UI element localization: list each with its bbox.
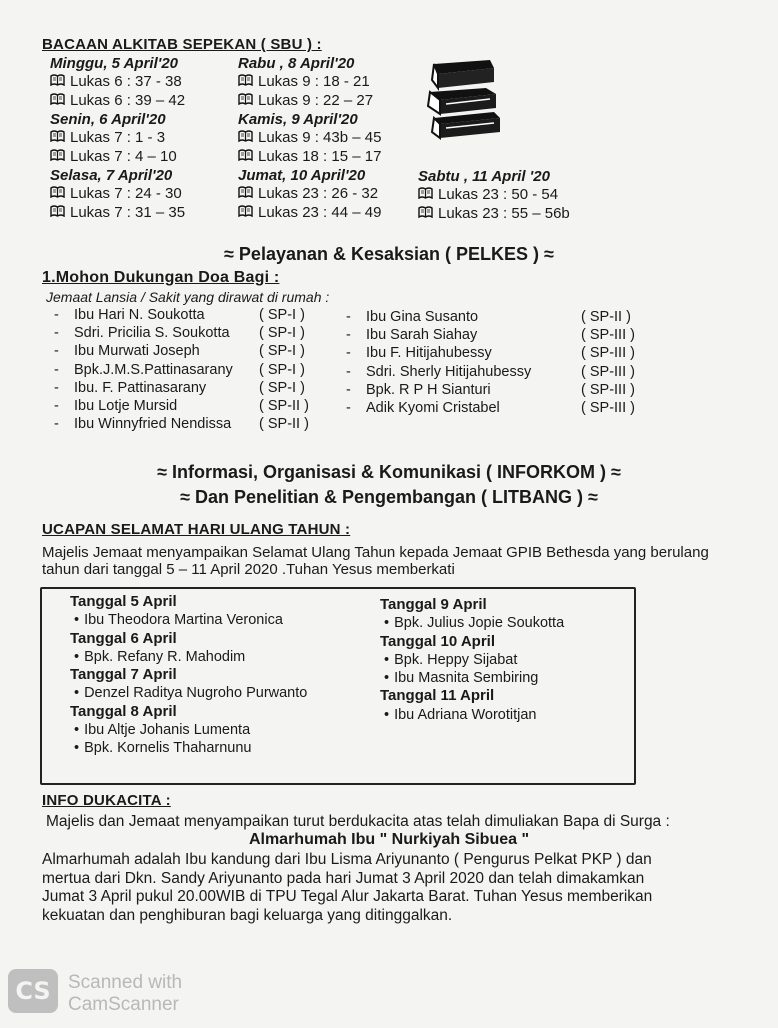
birthday-name-row	[380, 706, 564, 724]
member-name: Sdri. Sherly Hitijahubessy	[366, 363, 532, 380]
member-name: Sdri. Pricilia S. Soukotta	[74, 325, 230, 342]
dash-bullet: -	[346, 400, 351, 417]
reading-row	[238, 92, 381, 111]
member-name: Bpk. R P H Sianturi	[366, 381, 491, 398]
prayer-list-item	[44, 379, 309, 397]
camscanner-watermark	[68, 972, 182, 1016]
sector-code: ( SP-III )	[581, 381, 635, 398]
bullet-icon: •	[74, 648, 80, 665]
member-name: Ibu Hari N. Soukotta	[74, 307, 205, 323]
reading-row	[50, 185, 185, 204]
member-name: Adik Kyomi Cristabel	[366, 400, 500, 417]
prayer-list-item	[336, 308, 635, 326]
birthday-name-row	[380, 651, 564, 669]
open-book-icon	[50, 129, 65, 148]
birthday-name-row	[70, 611, 307, 629]
member-name: Ibu Sarah Siahay	[366, 327, 478, 344]
birthday-title: UCAPAN SELAMAT HARI ULANG TAHUN :	[42, 521, 351, 538]
sector-code: ( SP-I )	[259, 307, 305, 323]
sector-code: ( SP-I )	[259, 325, 305, 342]
prayer-list-item	[336, 326, 635, 344]
prayer-list-item	[44, 324, 309, 342]
dash-bullet: -	[54, 379, 59, 396]
reading-reference: Lukas 23 : 55 – 56b	[438, 204, 570, 222]
dash-bullet: -	[54, 307, 59, 323]
birthday-person: Bpk. Julius Jopie Soukotta	[394, 615, 565, 632]
dash-bullet: -	[54, 398, 59, 415]
birthday-name-row	[70, 648, 307, 666]
deceased-name: Almarhumah Ibu " Nurkiyah Sibuea "	[248, 831, 530, 848]
birthday-date: Tanggal 7 April	[70, 666, 177, 684]
open-book-icon	[50, 73, 65, 92]
dukacita-body	[42, 851, 652, 925]
birthday-name-row	[70, 739, 307, 757]
reading-row	[50, 148, 185, 167]
sbu-column-1	[50, 54, 185, 222]
reading-row	[238, 185, 381, 204]
stack-of-books-icon	[424, 58, 506, 142]
watermark-line-1: Scanned with	[68, 972, 183, 993]
sector-code: ( SP-II )	[259, 398, 309, 415]
reading-reference: Lukas 7 : 4 – 10	[70, 147, 177, 165]
birthday-person: Ibu Altje Johanis Lumenta	[84, 722, 251, 739]
reading-row	[50, 129, 185, 148]
birthday-date: Tanggal 6 April	[70, 629, 177, 647]
reading-day-date: Senin, 6 April'20	[50, 111, 166, 128]
birthday-person: Ibu Masnita Sembiring	[394, 670, 539, 687]
reading-day-date: Jumat, 10 April'20	[238, 167, 366, 184]
watermark-line-2: CamScanner	[68, 994, 179, 1015]
reading-row	[238, 148, 381, 167]
reading-reference: Lukas 9 : 22 – 27	[258, 91, 374, 109]
prayer-list-item	[44, 415, 309, 433]
sector-code: ( SP-I )	[259, 361, 305, 378]
dukacita-title: INFO DUKACITA :	[42, 792, 171, 809]
dash-bullet: -	[346, 363, 351, 380]
prayer-subheading: Jemaat Lansia / Sakit yang dirawat di rumah :	[46, 289, 330, 305]
dash-bullet: -	[346, 345, 351, 362]
birthday-date: Tanggal 5 April	[70, 593, 177, 610]
dash-bullet: -	[346, 309, 351, 325]
inforkom-title: ≈ Informasi, Organisasi & Komunikasi ( INFORKOM ) ≈	[157, 462, 621, 482]
reading-row	[238, 204, 381, 223]
open-book-icon	[50, 92, 65, 111]
dukacita-body-line: Jumat 3 April pukul 20.00WIB di TPU Tegal Alur Jakarta Barat. Tuhan Yesus memberikan	[42, 888, 653, 905]
birthday-date: Tanggal 8 April	[70, 702, 177, 720]
dash-bullet: -	[54, 416, 59, 433]
bullet-icon: •	[74, 740, 80, 757]
birthday-list-left	[70, 593, 307, 758]
prayer-heading: 1.Mohon Dukungan Doa Bagi :	[42, 269, 280, 286]
open-book-icon	[50, 148, 65, 167]
member-name: Ibu Gina Susanto	[366, 309, 479, 325]
camscanner-logo-icon: CS	[8, 969, 58, 1013]
sector-code: ( SP-II )	[581, 309, 631, 325]
reading-reference: Lukas 7 : 1 - 3	[70, 129, 166, 146]
member-name: Ibu F. Hitijahubessy	[366, 345, 492, 362]
birthday-intro-line-2: tahun dari tanggal 5 – 11 April 2020 .Tuhan Yesus memberkati	[42, 561, 455, 578]
bullet-icon: •	[74, 612, 80, 629]
dash-bullet: -	[54, 361, 59, 378]
sector-code: ( SP-III )	[581, 327, 635, 344]
reading-reference: Lukas 23 : 50 - 54	[438, 186, 559, 203]
open-book-icon	[238, 185, 253, 204]
reading-reference: Lukas 9 : 18 - 21	[258, 73, 370, 90]
sector-code: ( SP-I )	[259, 343, 305, 360]
prayer-list-item	[336, 381, 635, 399]
bullet-icon: •	[384, 615, 390, 632]
birthday-date: Tanggal 10 April	[380, 632, 496, 650]
open-book-icon	[50, 204, 65, 223]
member-name: Ibu Lotje Mursid	[74, 398, 178, 415]
bullet-icon: •	[74, 722, 80, 739]
birthday-person: Bpk. Refany R. Mahodim	[84, 648, 246, 665]
birthday-person: Ibu Theodora Martina Veronica	[84, 612, 283, 629]
sector-code: ( SP-I )	[259, 379, 305, 396]
reading-day-date: Sabtu , 11 April '20	[418, 168, 550, 185]
reading-reference: Lukas 6 : 37 - 38	[70, 73, 182, 90]
dukacita-body-line: Almarhumah adalah Ibu kandung dari Ibu Lisma Ariyunanto ( Pengurus Pelkat PKP ) dan	[42, 851, 652, 868]
reading-row	[418, 205, 570, 224]
member-name: Ibu Murwati Joseph	[74, 343, 200, 360]
birthday-list-right	[380, 596, 564, 724]
birthday-name-row	[70, 721, 307, 739]
reading-day-date: Rabu , 8 April'20	[238, 55, 355, 72]
bullet-icon: •	[384, 651, 390, 668]
reading-row	[238, 73, 381, 92]
birthday-person: Bpk. Heppy Sijabat	[394, 651, 518, 668]
open-book-icon	[50, 185, 65, 204]
sbu-column-2	[238, 54, 381, 222]
sbu-title: BACAAN ALKITAB SEPEKAN ( SBU ) :	[42, 36, 322, 53]
birthday-name-row	[380, 614, 564, 632]
reading-reference: Lukas 7 : 31 – 35	[70, 203, 186, 221]
open-book-icon	[238, 92, 253, 111]
reading-day-date: Kamis, 9 April'20	[238, 111, 358, 128]
reading-row	[50, 92, 185, 111]
reading-reference: Lukas 9 : 43b – 45	[258, 129, 382, 146]
dukacita-line-1: Majelis dan Jemaat menyampaikan turut berdukacita atas telah dimuliakan Bapa di Surga :	[46, 813, 670, 830]
dash-bullet: -	[346, 381, 351, 398]
reading-reference: Lukas 6 : 39 – 42	[70, 91, 186, 109]
birthday-intro-line-1: Majelis Jemaat menyampaikan Selamat Ulang Tahun kepada Jemaat GPIB Bethesda yang berulang	[42, 544, 709, 561]
bullet-icon: •	[74, 685, 80, 702]
bullet-icon: •	[384, 670, 390, 687]
member-name: Ibu. F. Pattinasarany	[74, 379, 207, 396]
sector-code: ( SP-III )	[581, 400, 635, 417]
reading-reference: Lukas 23 : 26 - 32	[258, 185, 379, 202]
reading-day-date: Minggu, 5 April'20	[50, 55, 179, 72]
reading-reference: Lukas 7 : 24 - 30	[70, 185, 182, 202]
prayer-list-item	[44, 361, 309, 379]
birthday-person: Denzel Raditya Nugroho Purwanto	[84, 685, 308, 702]
prayer-list-left	[44, 306, 309, 433]
open-book-icon	[238, 148, 253, 167]
prayer-list-item	[44, 397, 309, 415]
reading-day-date: Selasa, 7 April'20	[50, 167, 173, 184]
reading-row	[50, 73, 185, 92]
open-book-icon	[238, 129, 253, 148]
prayer-list-item	[336, 363, 635, 381]
bullet-icon: •	[384, 706, 390, 723]
open-book-icon	[418, 186, 433, 205]
birthday-date: Tanggal 11 April	[380, 687, 495, 705]
pelkes-title: ≈ Pelayanan & Kesaksian ( PELKES ) ≈	[224, 244, 554, 264]
open-book-icon	[418, 205, 433, 224]
reading-reference: Lukas 18 : 15 – 17	[258, 147, 382, 165]
reading-row	[418, 186, 570, 205]
reading-row	[50, 204, 185, 223]
dash-bullet: -	[346, 327, 351, 344]
reading-row	[238, 129, 381, 148]
dash-bullet: -	[54, 343, 59, 360]
sector-code: ( SP-II )	[259, 416, 309, 433]
birthday-date: Tanggal 9 April	[380, 596, 487, 613]
dash-bullet: -	[54, 325, 59, 342]
prayer-list-item	[44, 342, 309, 360]
litbang-title: ≈ Dan Penelitian & Pengembangan ( LITBANG ) ≈	[180, 487, 598, 507]
birthday-name-row	[380, 669, 564, 687]
prayer-list-right	[336, 308, 635, 417]
member-name: Ibu Winnyfried Nendissa	[74, 416, 232, 433]
reading-reference: Lukas 23 : 44 – 49	[258, 203, 382, 221]
birthday-person: Ibu Adriana Worotitjan	[394, 706, 537, 723]
sbu-column-3	[418, 167, 570, 223]
member-name: Bpk.J.M.S.Pattinasarany	[74, 361, 233, 378]
dukacita-body-line: mertua dari Dkn. Sandy Ariyunanto pada hari Jumat 3 April 2020 dan telah dimakamkan	[42, 869, 645, 887]
prayer-list-item	[336, 344, 635, 362]
sector-code: ( SP-III )	[581, 363, 635, 380]
open-book-icon	[238, 204, 253, 223]
prayer-list-item	[336, 399, 635, 417]
sector-code: ( SP-III )	[581, 345, 635, 362]
birthday-name-row	[70, 684, 307, 702]
birthday-person: Bpk. Kornelis Thaharnunu	[84, 740, 252, 757]
prayer-list-item	[44, 306, 309, 324]
open-book-icon	[238, 73, 253, 92]
dukacita-body-line: kekuatan dan penghiburan bagi keluarga yang ditinggalkan.	[42, 906, 453, 924]
